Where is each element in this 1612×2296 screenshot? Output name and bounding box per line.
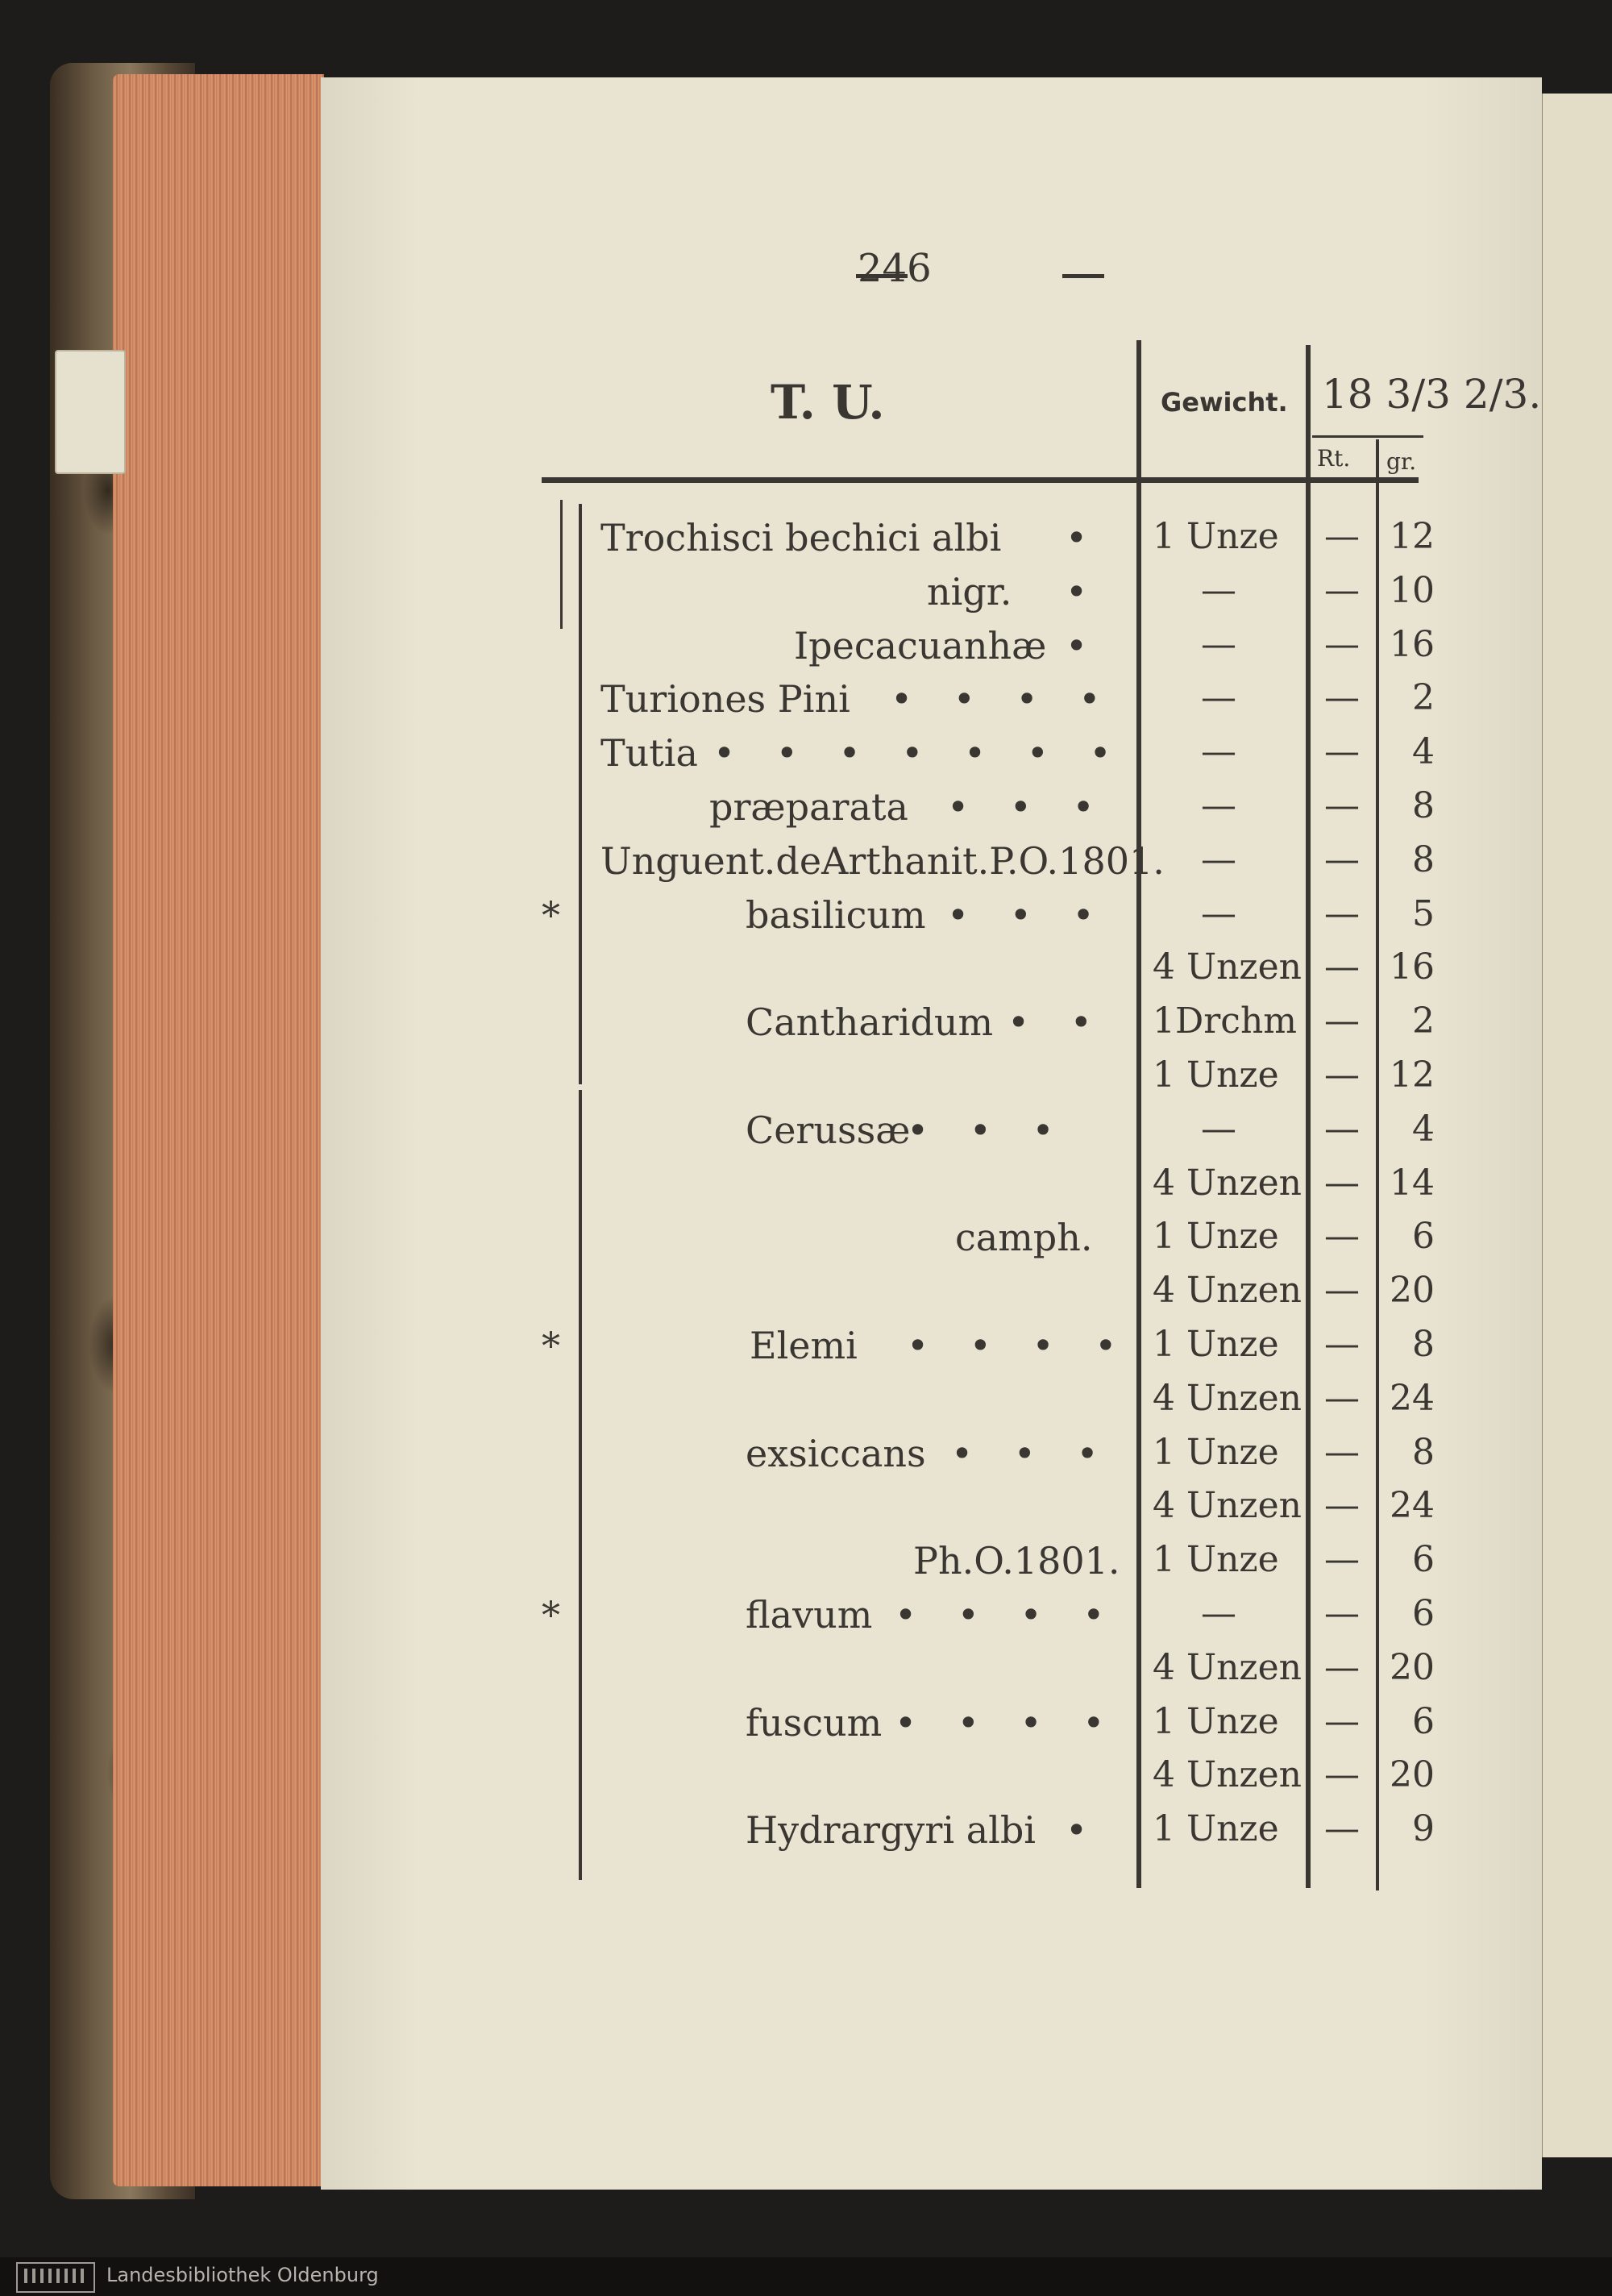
year-column-rule-left [1306,345,1311,1888]
row-item-name: Trochisci bechici albi [600,516,1002,559]
name-bracket-top [579,504,582,1084]
row-rt-value: — [1324,1647,1360,1688]
row-gr-value: 24 [1390,1378,1435,1419]
row-gr-value: 2 [1412,677,1435,718]
row-weight: 1 Unze [1153,1054,1279,1096]
row-rt-value: — [1324,946,1360,988]
row-item-name: basilicum [746,893,926,937]
row-weight: — [1201,731,1236,772]
page-number: 246 [858,246,932,291]
row-weight: — [1201,624,1236,665]
row-gr-value: 8 [1412,839,1435,880]
row-weight: — [1201,570,1236,611]
row-item-name: Tutia [600,731,698,775]
row-weight: — [1201,893,1236,934]
row-item-name: Ipecacuanhæ [794,624,1047,668]
row-leader-dots: • • • • [895,1593,1120,1637]
row-gr-value: 10 [1390,570,1435,611]
row-weight: 1 Unze [1153,1432,1279,1473]
row-leader-dots: • [1066,1808,1103,1852]
row-rt-value: — [1324,839,1360,880]
row-rt-value: — [1324,1163,1360,1204]
row-rt-value: — [1324,1324,1360,1365]
row-leader-dots: • [1066,570,1103,614]
row-gr-value: 4 [1412,731,1435,772]
page-number-dash-right [1062,274,1104,278]
row-weight: 1 Unze [1153,1701,1279,1742]
row-gr-value: 12 [1390,1054,1435,1096]
row-rt-value: — [1324,1539,1360,1580]
rt-gr-subrule [1312,435,1423,438]
row-rt-value: — [1324,731,1360,772]
row-leader-dots: • • • [947,785,1109,829]
row-item-name: Hydrargyri albi [746,1808,1037,1852]
row-item-name: Turiones Pini [600,677,850,721]
row-gr-value: 9 [1412,1808,1435,1849]
section-title: T. U. [771,375,885,430]
row-rt-value: — [1324,1054,1360,1096]
row-weight: — [1201,785,1236,826]
row-asterisk: * [542,1324,560,1367]
row-gr-value: 6 [1412,1701,1435,1742]
row-gr-value: 8 [1412,1432,1435,1473]
star-bracket [560,500,563,629]
row-weight: 1Drchm [1153,1000,1298,1042]
row-leader-dots: • • • [947,893,1109,937]
row-weight: 1 Unze [1153,1539,1279,1580]
row-rt-value: — [1324,1000,1360,1042]
row-rt-value: — [1324,1216,1360,1257]
row-item-name: Cerussæ [746,1108,911,1152]
row-item-name: exsiccans [746,1432,926,1475]
row-weight: 1 Unze [1153,516,1279,557]
row-item-name: nigr. [927,570,1012,614]
row-asterisk: * [542,893,560,937]
row-gr-value: 5 [1412,893,1435,934]
row-gr-value: 8 [1412,1324,1435,1365]
library-name: Landesbibliothek Oldenburg [106,2264,379,2286]
library-logo [16,2262,95,2293]
row-gr-value: 6 [1412,1216,1435,1257]
row-rt-value: — [1324,677,1360,718]
row-item-name: fuscum [746,1701,883,1745]
row-weight: — [1201,677,1236,718]
row-gr-value: 16 [1390,624,1435,665]
adjacent-page-edge [1541,94,1612,2157]
row-rt-value: — [1324,785,1360,826]
row-weight: 4 Unzen [1153,1270,1302,1311]
row-item-name: Elemi [750,1324,858,1367]
row-gr-value: 20 [1390,1754,1435,1795]
row-leader-dots: • • • • [907,1324,1132,1367]
row-rt-value: — [1324,1593,1360,1634]
row-leader-dots: • [1066,516,1103,559]
row-gr-value: 12 [1390,516,1435,557]
weight-column-rule-left [1136,340,1141,1888]
row-rt-value: — [1324,893,1360,934]
row-gr-value: 20 [1390,1270,1435,1311]
row-weight: 4 Unzen [1153,1754,1302,1795]
row-leader-dots: • • • • [891,677,1116,721]
row-gr-value: 16 [1390,946,1435,988]
row-item-name: præparata [709,785,908,829]
row-item-name: Cantharidum [746,1000,994,1044]
row-rt-value: — [1324,1754,1360,1795]
row-rt-value: — [1324,1485,1360,1526]
row-item-name: Unguent.deArthanit.P.O.1801. [600,839,1165,883]
row-rt-value: — [1324,1432,1360,1473]
row-rt-value: — [1324,570,1360,611]
row-leader-dots: • • • [907,1108,1069,1152]
row-leader-dots: • • • • [895,1701,1120,1745]
row-rt-value: — [1324,624,1360,665]
row-leader-dots: • [1066,624,1103,668]
row-rt-value: — [1324,1270,1360,1311]
row-rt-value: — [1324,1108,1360,1150]
row-weight: 1 Unze [1153,1216,1279,1257]
row-item-name: flavum [746,1593,873,1637]
name-bracket-bottom [579,1090,582,1880]
header-rule [542,477,1419,483]
row-weight: 1 Unze [1153,1808,1279,1849]
row-gr-value: 6 [1412,1539,1435,1580]
row-weight: — [1201,1593,1236,1634]
row-weight: 4 Unzen [1153,1378,1302,1419]
row-gr-value: 2 [1412,1000,1435,1042]
year-column-header: 18 3/3 2/3. [1322,371,1542,418]
row-gr-value: 24 [1390,1485,1435,1526]
row-item-name: Ph.O.1801. [913,1539,1120,1583]
row-gr-value: 4 [1412,1108,1435,1150]
row-gr-value: 6 [1412,1593,1435,1634]
row-weight: 4 Unzen [1153,1163,1302,1204]
row-gr-value: 14 [1390,1163,1435,1204]
row-weight: — [1201,1108,1236,1150]
row-leader-dots: • • [1008,1000,1107,1044]
row-weight: 4 Unzen [1153,1647,1302,1688]
gr-column-header: gr. [1386,448,1417,475]
row-weight: 1 Unze [1153,1324,1279,1365]
bookmark [55,350,126,474]
rt-column-header: Rt. [1317,445,1351,472]
row-weight: 4 Unzen [1153,946,1302,988]
row-leader-dots: • • • • • • • [713,731,1126,775]
row-weight: — [1201,839,1236,880]
row-gr-value: 20 [1390,1647,1435,1688]
row-rt-value: — [1324,1808,1360,1849]
row-asterisk: * [542,1593,560,1637]
row-rt-value: — [1324,516,1360,557]
row-gr-value: 8 [1412,785,1435,826]
row-item-name: camph. [955,1216,1093,1259]
weight-column-header: Gewicht. [1161,387,1288,418]
row-rt-value: — [1324,1378,1360,1419]
row-rt-value: — [1324,1701,1360,1742]
page-edges [113,74,324,2186]
row-weight: 4 Unzen [1153,1485,1302,1526]
row-leader-dots: • • • [951,1432,1113,1475]
